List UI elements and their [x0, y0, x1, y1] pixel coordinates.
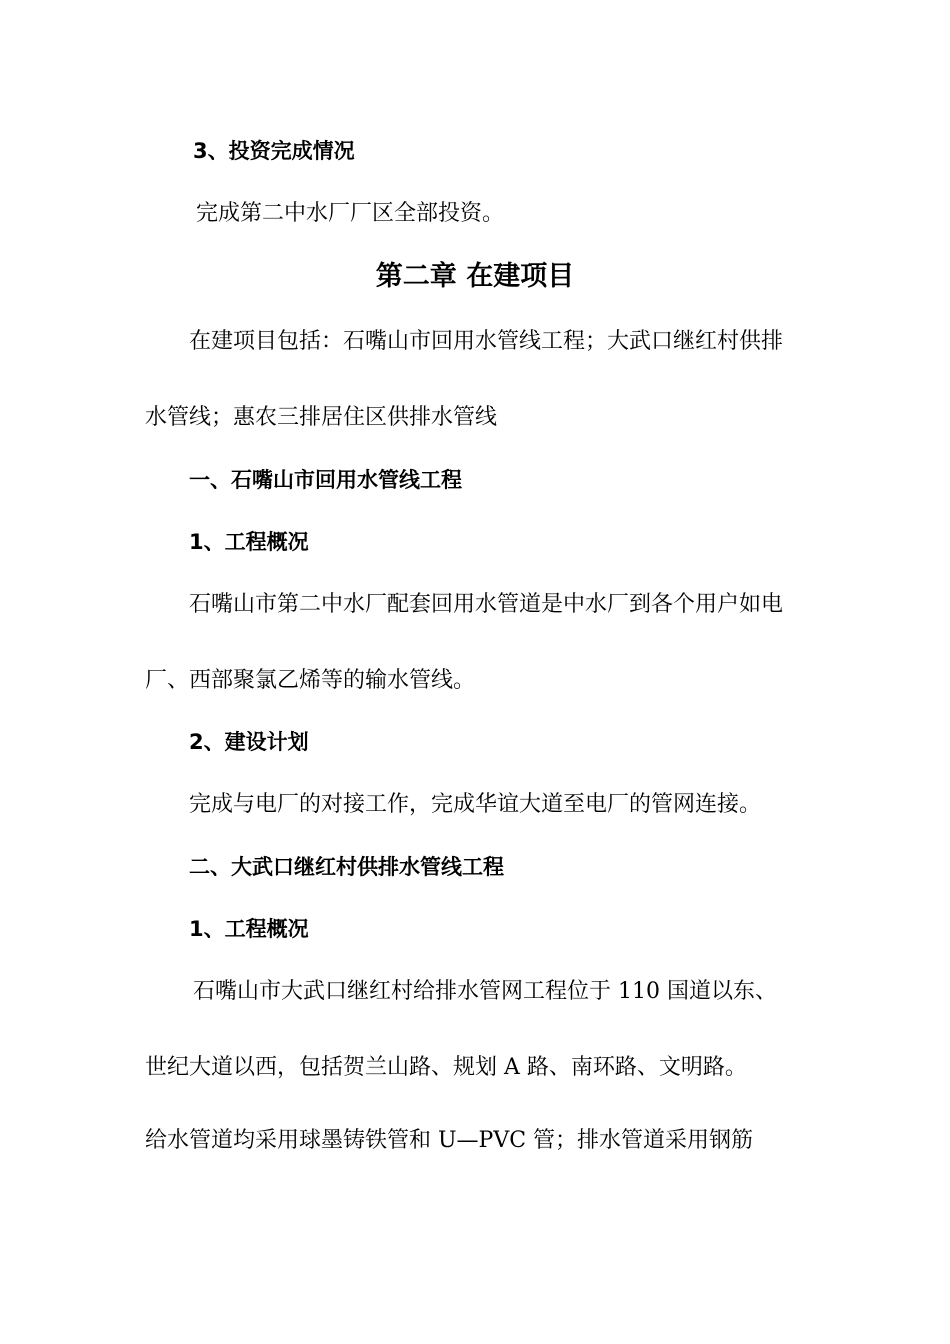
paragraph-line: 石嘴山市第二中水厂配套回用水管道是中水厂到各个用户如电 [189, 592, 784, 617]
section-heading: 二、大武口继红村供排水管线工程 [189, 855, 504, 879]
subsection-heading: 1、工程概况 [189, 917, 309, 941]
paragraph-line: 厂、西部聚氯乙烯等的输水管线。 [145, 668, 476, 693]
paragraph-line: 完成与电厂的对接工作，完成华谊大道至电厂的管网连接。 [189, 792, 762, 817]
paragraph-line: 给水管道均采用球墨铸铁管和 U—PVC 管；排水管道采用钢筋 [145, 1128, 754, 1153]
section-heading: 一、石嘴山市回用水管线工程 [189, 468, 462, 492]
paragraph-line: 水管线；惠农三排居住区供排水管线 [145, 405, 498, 430]
chapter-title: 第二章 在建项目 [375, 261, 575, 292]
subsection-heading: 1、工程概况 [189, 530, 309, 554]
paragraph-line: 完成第二中水厂厂区全部投资。 [196, 201, 505, 226]
subsection-heading: 2、建设计划 [189, 730, 309, 754]
section-heading-investment: 3、投资完成情况 [193, 139, 355, 163]
paragraph-line: 世纪大道以西，包括贺兰山路、规划 A 路、南环路、文明路。 [145, 1055, 747, 1080]
paragraph-line: 石嘴山市大武口继红村给排水管网工程位于 110 国道以东、 [193, 979, 777, 1004]
paragraph-line: 在建项目包括：石嘴山市回用水管线工程；大武口继红村供排 [189, 329, 784, 354]
